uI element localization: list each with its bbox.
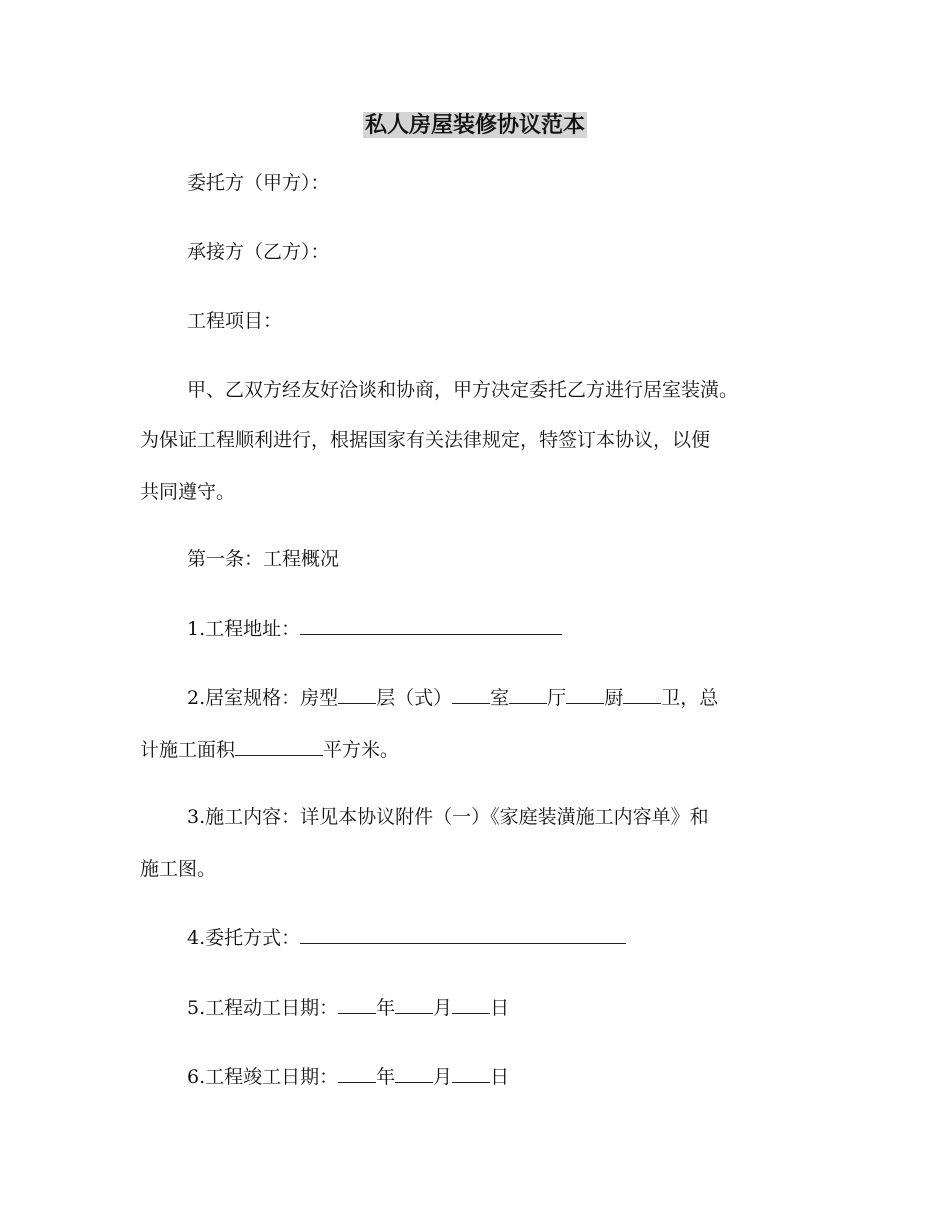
- item-5-start-date: [187, 995, 867, 1021]
- item-2-area-unit: 平方米。: [323, 739, 400, 761]
- address-blank: [300, 616, 562, 635]
- intro-line-3: 共同遵守。: [140, 481, 236, 503]
- title-text: 私人房屋装修协议范本: [364, 112, 585, 138]
- start-month-blank: [395, 995, 433, 1014]
- item-2-area: [140, 737, 820, 763]
- item-4-label: 4.委托方式：: [187, 927, 301, 949]
- item-2-ting: 厅: [547, 687, 567, 709]
- article-1-heading: 第一条：工程概况: [187, 548, 340, 570]
- floor-blank: [338, 685, 376, 704]
- start-year-blank: [338, 995, 376, 1014]
- room-blank: [452, 685, 490, 704]
- end-month-label: 月: [433, 1066, 453, 1088]
- intro-line-2: 为保证工程顺利进行，根据国家有关法律规定，特签订本协议，以便: [140, 429, 711, 451]
- start-month-label: 月: [433, 997, 453, 1019]
- document-title: [0, 110, 950, 140]
- item-2-ceng: 层（式）: [376, 687, 453, 709]
- item-5-label: 5.工程动工日期：: [187, 997, 339, 1019]
- item-2-area-label: 计施工面积: [140, 739, 236, 761]
- end-day-blank: [452, 1064, 490, 1083]
- hall-blank: [509, 685, 547, 704]
- item-6-end-date: [187, 1064, 867, 1090]
- bath-blank: [623, 685, 661, 704]
- party-b-line: 承接方（乙方）：: [187, 241, 330, 263]
- intro-line-1: 甲、乙双方经友好洽谈和协商，甲方决定委托乙方进行居室装潢。: [187, 379, 739, 401]
- item-2-wei: 卫，总: [661, 687, 719, 709]
- item-4-method: [187, 925, 867, 951]
- party-a-line: 委托方（甲方）：: [187, 172, 330, 194]
- start-year-label: 年: [376, 997, 396, 1019]
- end-month-blank: [395, 1064, 433, 1083]
- method-blank: [300, 925, 626, 944]
- project-line: 工程项目：: [187, 310, 283, 332]
- end-year-blank: [338, 1064, 376, 1083]
- item-2-shi: 室: [490, 687, 510, 709]
- end-day-label: 日: [490, 1066, 510, 1088]
- item-1-label: 1.工程地址：: [187, 618, 301, 640]
- end-year-label: 年: [376, 1066, 396, 1088]
- item-1-address: [187, 616, 867, 642]
- item-2-label: 2.居室规格：房型: [187, 687, 339, 709]
- item-2-spec: [187, 685, 867, 711]
- area-blank: [235, 737, 323, 756]
- item-6-label: 6.工程竣工日期：: [187, 1066, 339, 1088]
- item-3-line-2: 施工图。: [140, 858, 217, 880]
- item-2-chu: 厨: [604, 687, 624, 709]
- kitchen-blank: [566, 685, 604, 704]
- start-day-label: 日: [490, 997, 510, 1019]
- start-day-blank: [452, 995, 490, 1014]
- item-3-line-1: 3.施工内容：详见本协议附件（一）《家庭装潢施工内容单》和: [187, 806, 709, 828]
